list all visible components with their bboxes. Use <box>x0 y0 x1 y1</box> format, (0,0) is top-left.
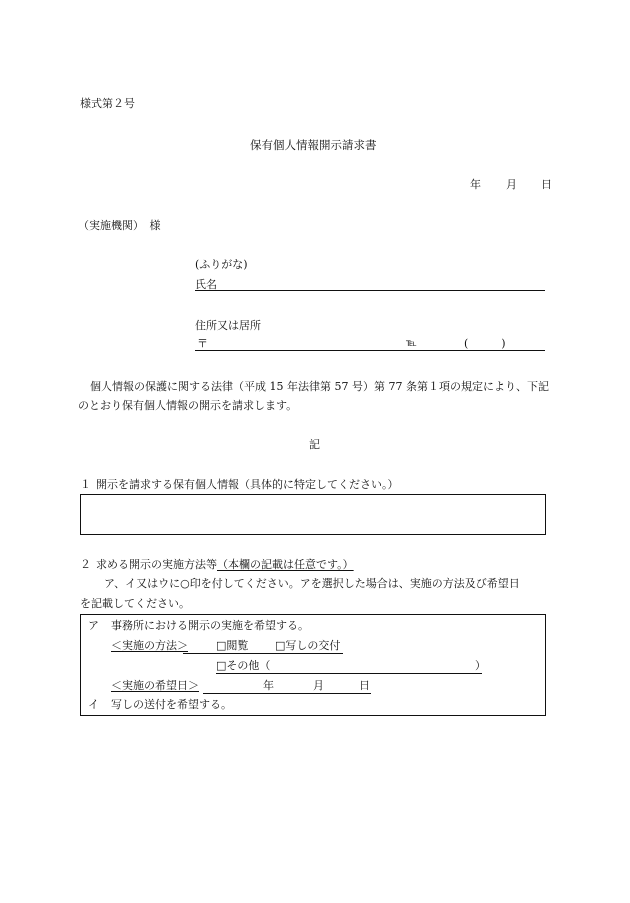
date-year: 年 <box>470 178 481 191</box>
section2-label-plain: 求める開示の実施方法等 <box>96 558 217 571</box>
desired-month: 月 <box>313 679 324 692</box>
date-day: 日 <box>541 178 552 191</box>
tel-mark: ℡ <box>406 338 417 349</box>
option-a-mark[interactable]: ア <box>88 619 99 632</box>
section2-number: ２ <box>80 558 91 571</box>
other-close-paren: ） <box>475 659 486 672</box>
option-i-text: 写しの送付を希望する。 <box>111 698 232 711</box>
other-field[interactable] <box>216 673 482 674</box>
method-underline <box>183 653 343 654</box>
date-month: 月 <box>506 178 517 191</box>
section2-options-box <box>80 614 546 716</box>
section1-number: １ <box>80 478 91 491</box>
body-line-1: 個人情報の保護に関する法律（平成 15 年法律第 57 号）第 77 条第１項の規定により、下記 <box>90 380 549 393</box>
section1-label: 開示を請求する保有個人情報（具体的に特定してください。） <box>96 478 399 491</box>
desired-date-label: ＜実施の希望日＞ <box>111 679 199 692</box>
section2-instruction-1: ア、イ又はウに○印を付してください。アを選択した場合は、実施の方法及び希望日 <box>104 577 520 590</box>
body-line-2: のとおり保有個人情報の開示を請求します。 <box>78 399 298 412</box>
furigana-label: (ふりがな) <box>195 258 248 271</box>
option-a-text: 事務所における開示の実施を希望する。 <box>111 619 309 632</box>
desired-day: 日 <box>359 679 370 692</box>
section1-input-box[interactable] <box>80 494 546 535</box>
checkbox-other[interactable]: □その他（ <box>216 659 271 672</box>
checkbox-copy[interactable]: □写しの交付 <box>275 639 341 652</box>
checkbox-view[interactable]: □閲覧 <box>216 639 249 652</box>
document-title: 保有個人情報開示請求書 <box>250 138 377 152</box>
section2-label <box>96 558 354 572</box>
option-i-mark[interactable]: イ <box>88 698 99 711</box>
section2-instruction-2: を記載してください。 <box>80 597 190 610</box>
addressee: （実施機関） 様 <box>78 219 161 232</box>
name-field[interactable] <box>195 290 545 291</box>
postal-mark: 〒 <box>197 337 208 350</box>
form-number: 様式第２号 <box>80 97 135 110</box>
address-label: 住所又は居所 <box>195 319 261 332</box>
tel-paren: ( ) <box>464 337 506 350</box>
address-field[interactable] <box>195 350 545 351</box>
section2-label-optional: （本欄の記載は任意です。） <box>217 558 354 571</box>
desired-date-underline <box>203 693 371 694</box>
ki-heading: 記 <box>309 438 320 451</box>
name-label: 氏名 <box>195 278 217 291</box>
desired-year: 年 <box>263 679 274 692</box>
method-label: ＜実施の方法＞ <box>111 639 188 652</box>
